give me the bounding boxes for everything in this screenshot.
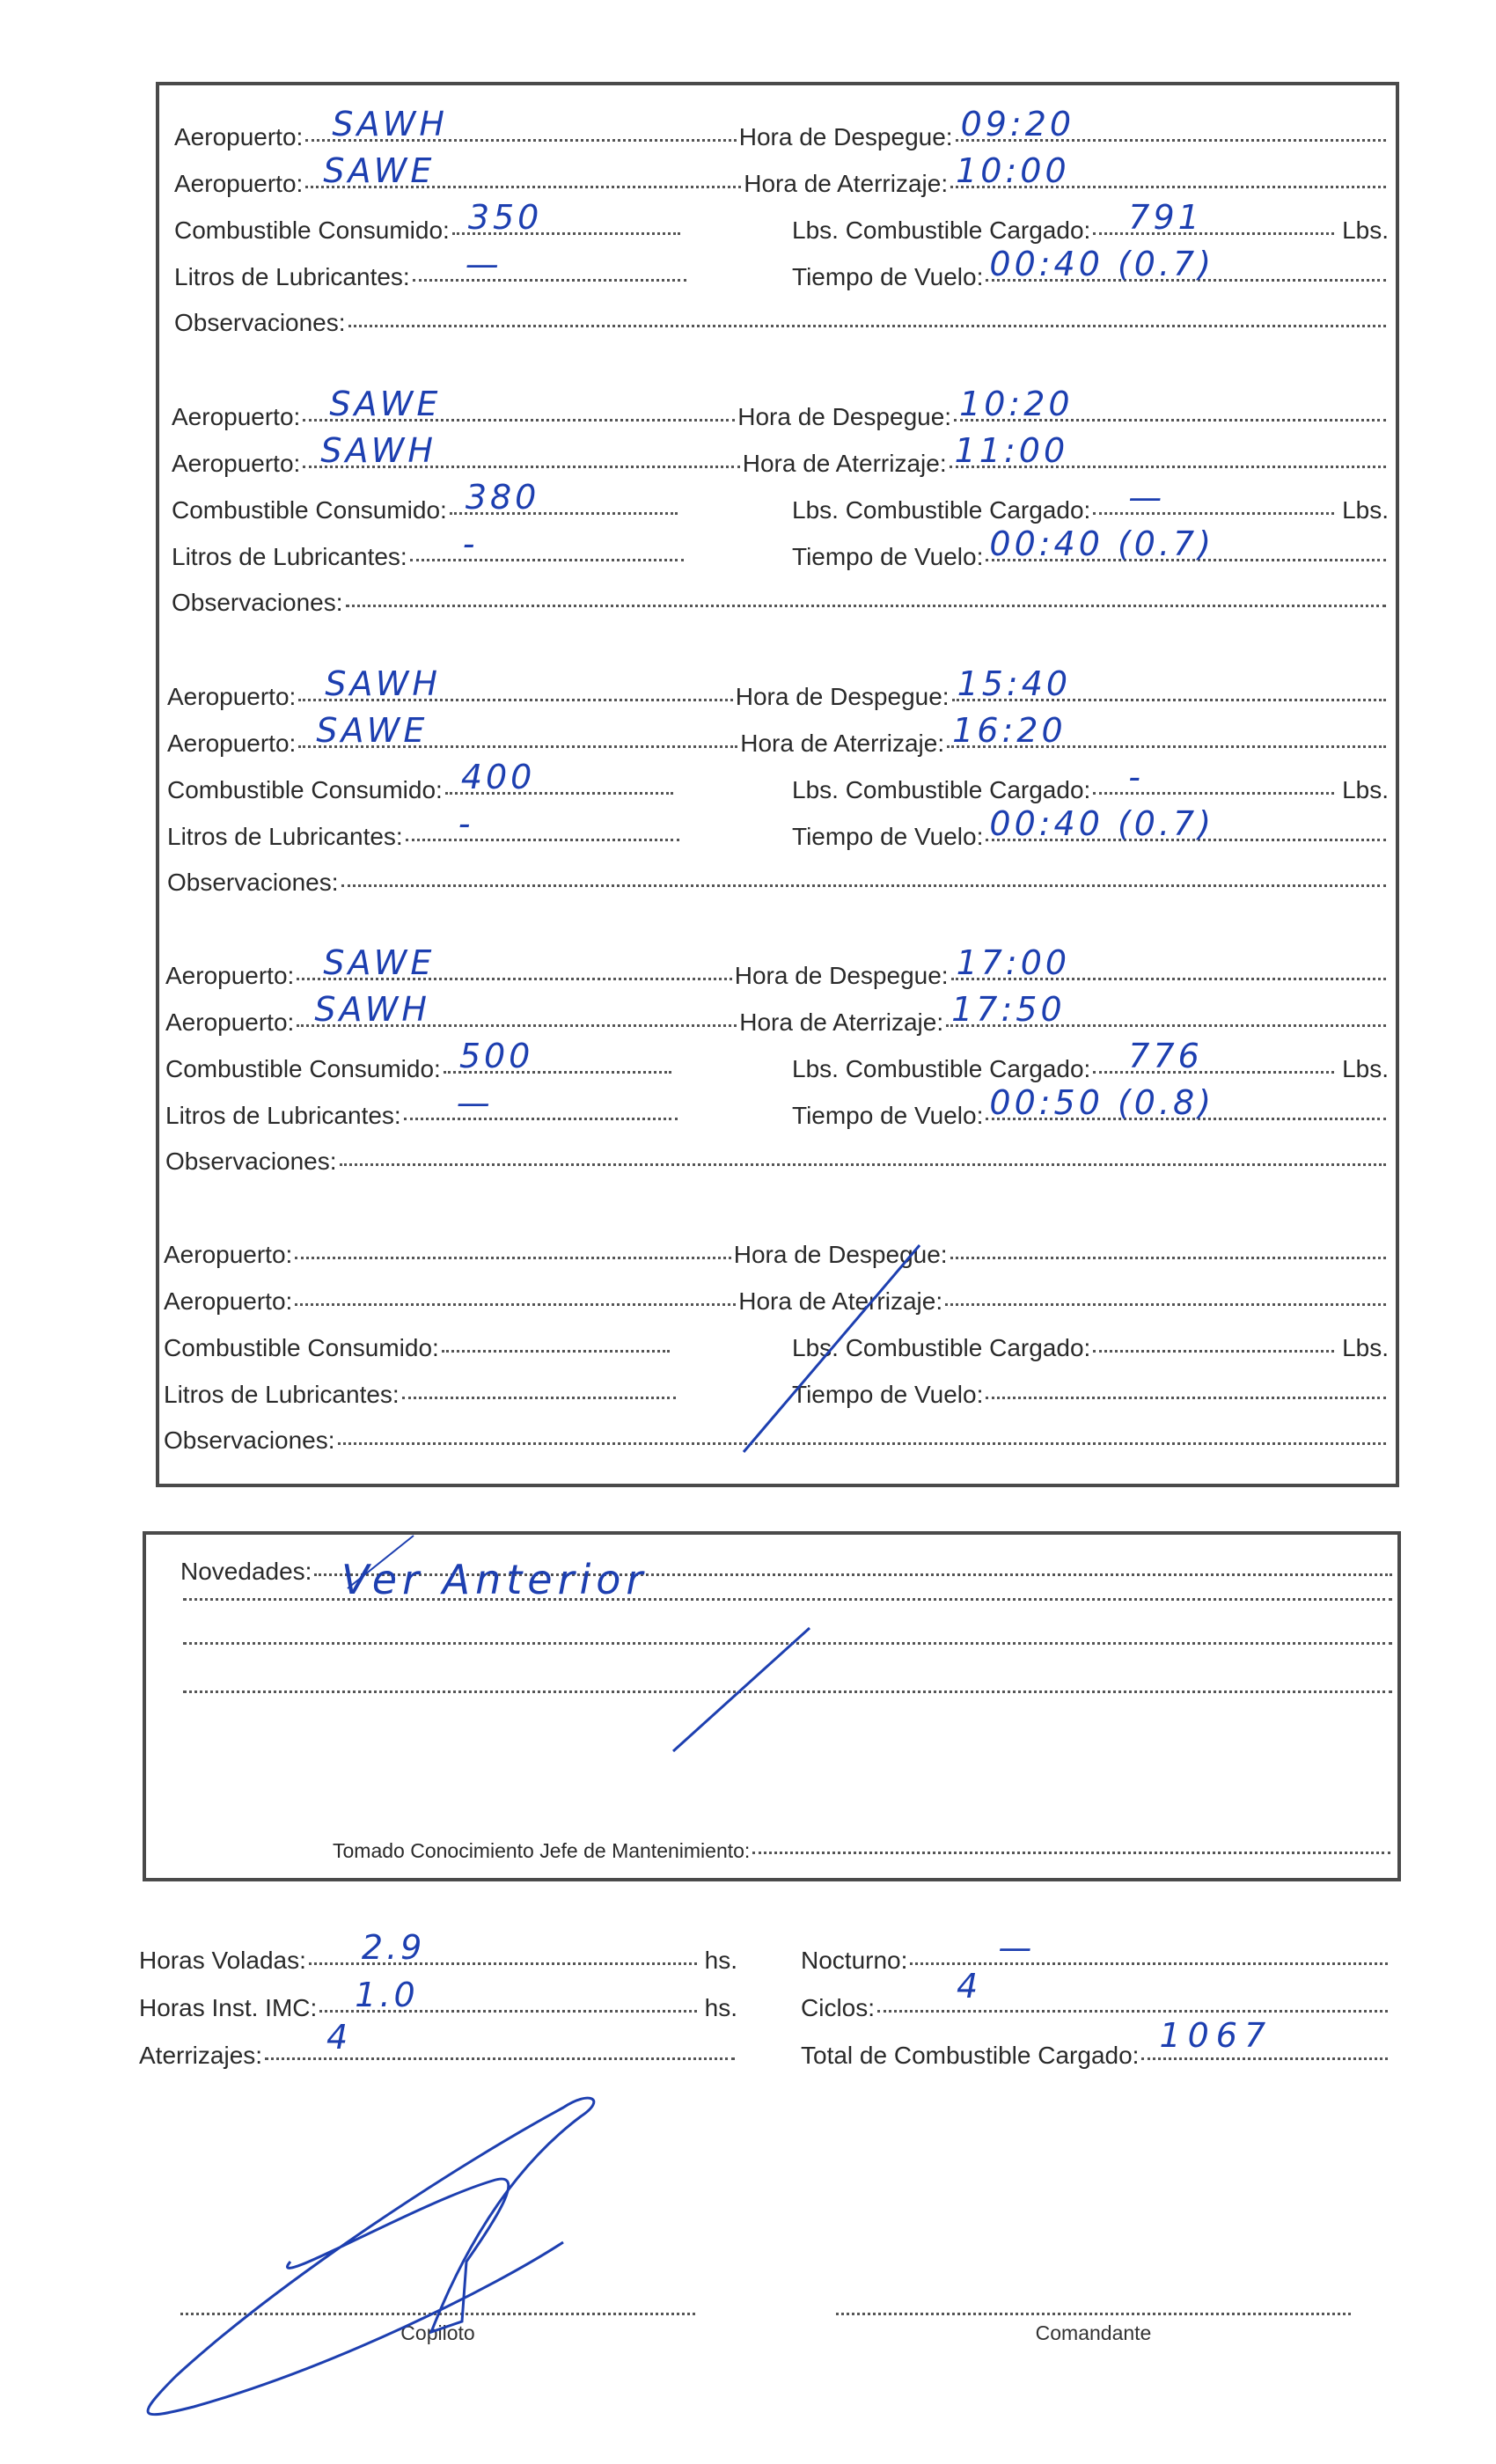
flight-4-flight-time-field[interactable] xyxy=(986,1083,1386,1122)
flight-2-airport2-row xyxy=(172,431,1389,478)
total-fuel-label: Total de Combustible Cargado: xyxy=(801,2042,1140,2069)
flight-5-lubricants-label: Litros de Lubricantes: xyxy=(164,1381,400,1408)
flight-4-fuel-loaded-field[interactable] xyxy=(1093,1037,1334,1075)
flight-3-fuel-loaded-value: - xyxy=(1128,758,1145,796)
flight-2-fuel-loaded-field[interactable] xyxy=(1093,478,1334,517)
copilot-signature-stroke xyxy=(148,2098,594,2415)
flight-3-takeoff-value: 15:40 xyxy=(957,664,1072,703)
night-value: — xyxy=(998,1928,1036,1967)
flight-1-takeoff-field[interactable] xyxy=(956,105,1386,143)
flight-4-fuel-loaded-value: 776 xyxy=(1128,1037,1203,1075)
flight-5-airport1-label: Aeropuerto: xyxy=(164,1241,293,1268)
flight-3-lubricants-field[interactable] xyxy=(406,804,679,843)
commander-signature-line[interactable] xyxy=(836,2313,1351,2315)
flight-4-fuel-consumed-value: 500 xyxy=(458,1037,534,1075)
flight-1-flight-time-row xyxy=(792,245,1389,291)
flight-1-fuel-loaded-unit: Lbs. xyxy=(1342,216,1389,244)
flight-5-landing-field[interactable] xyxy=(945,1303,1386,1306)
flight-2-fuel-loaded-label: Lbs. Combustible Cargado: xyxy=(792,496,1091,524)
night-label: Nocturno: xyxy=(801,1947,908,1974)
flight-3-fuel-loaded-unit: Lbs. xyxy=(1342,776,1389,803)
flight-5-observations-row xyxy=(164,1426,1389,1455)
flight-1-flight-time-field[interactable] xyxy=(986,245,1386,283)
cycles-value: 4 xyxy=(957,1967,982,2006)
flight-3-takeoff-field[interactable] xyxy=(952,664,1386,703)
commander-label: Comandante xyxy=(1035,2321,1152,2344)
hours-flown-label: Horas Voladas: xyxy=(139,1947,306,1974)
hours-flown-field[interactable] xyxy=(309,1928,697,1967)
flight-2-landing-label: Hora de Aterrizaje: xyxy=(742,450,947,477)
flight-4-lubricants-label: Litros de Lubricantes: xyxy=(165,1102,401,1129)
flight-2-observations-label: Observaciones: xyxy=(172,589,343,616)
flight-3-lubricants-label: Litros de Lubricantes: xyxy=(167,823,403,850)
flight-4-takeoff-label: Hora de Despegue: xyxy=(734,962,949,989)
total-fuel-value: 1067 xyxy=(1159,2016,1273,2055)
flight-5-lubricants-field[interactable] xyxy=(402,1397,676,1399)
flight-2-fuel-consumed-value: 380 xyxy=(465,478,540,517)
flight-4-lubricants-value: — xyxy=(456,1083,494,1122)
flight-4-takeoff-field[interactable] xyxy=(951,943,1386,982)
flight-1-fuel-loaded-label: Lbs. Combustible Cargado: xyxy=(792,216,1091,244)
flight-4-flight-time-label: Tiempo de Vuelo: xyxy=(792,1102,984,1129)
flight-3-observations-row xyxy=(167,869,1389,897)
flight-5-airport2-row xyxy=(164,1287,1389,1316)
flight-4-landing-value: 17:50 xyxy=(951,990,1066,1029)
flight-1-observations-row xyxy=(174,309,1389,337)
total-fuel-field[interactable] xyxy=(1141,2016,1388,2060)
flight-1-fuel-loaded-field[interactable] xyxy=(1093,198,1334,237)
cycles-row xyxy=(801,1967,1390,2022)
flight-4-lubricants-row xyxy=(165,1083,680,1130)
flight-2-fuel-consumed-label: Combustible Consumido: xyxy=(172,496,447,524)
flight-3-takeoff-label: Hora de Despegue: xyxy=(735,683,950,710)
flight-3-landing-field[interactable] xyxy=(947,711,1386,750)
novedades-line-4 xyxy=(180,1694,1395,1697)
hours-flown-unit: hs. xyxy=(704,1947,737,1974)
flight-3-lubricants-row xyxy=(167,804,682,851)
landings-row xyxy=(139,2018,737,2070)
night-field[interactable] xyxy=(910,1928,1388,1967)
flight-5-takeoff-label: Hora de Despegue: xyxy=(733,1241,948,1268)
flight-5-airport2-label: Aeropuerto: xyxy=(164,1287,293,1315)
maintenance-ack-field[interactable] xyxy=(752,1852,1390,1854)
flight-2-takeoff-label: Hora de Despegue: xyxy=(737,403,952,430)
flight-2-lubricants-row xyxy=(172,524,686,571)
flight-3-observations-field[interactable] xyxy=(341,884,1386,887)
flight-2-takeoff-field[interactable] xyxy=(954,385,1386,423)
copilot-label: Copiloto xyxy=(400,2321,475,2344)
flight-2-fuel-loaded-value: — xyxy=(1128,478,1166,517)
flight-2-flight-time-label: Tiempo de Vuelo: xyxy=(792,543,984,570)
flight-2-fuel-consumed-row xyxy=(172,478,680,524)
flight-3-observations-label: Observaciones: xyxy=(167,869,339,896)
flight-2-airport2-field[interactable] xyxy=(303,431,739,470)
flight-3-airport1-row xyxy=(167,664,1389,711)
flight-5-flight-time-row xyxy=(792,1381,1389,1409)
flight-5-takeoff-field[interactable] xyxy=(950,1257,1386,1259)
flight-2-lubricants-value: - xyxy=(462,524,479,563)
flight-5-fuel-consumed-field[interactable] xyxy=(442,1350,670,1353)
flight-1-lubricants-field[interactable] xyxy=(413,245,686,283)
flight-2-airport1-label: Aeropuerto: xyxy=(172,403,301,430)
imc-row xyxy=(139,1976,737,2022)
flight-3-flight-time-value: 00:40 (0.7) xyxy=(989,804,1215,843)
flight-1-flight-time-value: 00:40 (0.7) xyxy=(989,245,1215,283)
flight-1-lubricants-value: — xyxy=(465,245,502,283)
flight-3-flight-time-label: Tiempo de Vuelo: xyxy=(792,823,984,850)
flight-2-airport1-value: SAWE xyxy=(329,385,442,423)
copilot-signature-line[interactable] xyxy=(180,2313,695,2315)
flight-4-airport1-label: Aeropuerto: xyxy=(165,962,295,989)
flight-5-fuel-loaded-field[interactable] xyxy=(1093,1350,1334,1353)
flight-5-airport1-field[interactable] xyxy=(295,1257,730,1259)
flight-2-flight-time-row xyxy=(792,524,1389,571)
flight-1-fuel-loaded-value: 791 xyxy=(1128,198,1203,237)
imc-value: 1.0 xyxy=(355,1976,419,2014)
flight-4-fuel-consumed-row xyxy=(165,1037,674,1083)
flight-3-airport1-value: SAWH xyxy=(325,664,441,703)
flight-4-airport2-label: Aeropuerto: xyxy=(165,1008,295,1036)
flight-1-takeoff-label: Hora de Despegue: xyxy=(738,123,953,150)
flight-4-fuel-loaded-unit: Lbs. xyxy=(1342,1055,1389,1082)
novedades-field-4[interactable] xyxy=(183,1690,1392,1693)
flight-3-lubricants-value: - xyxy=(458,804,474,843)
flight-2-lubricants-field[interactable] xyxy=(410,524,684,563)
flight-1-fuel-consumed-row xyxy=(174,198,683,245)
flight-4-landing-label: Hora de Aterrizaje: xyxy=(739,1008,944,1036)
flight-5-lubricants-row xyxy=(164,1381,678,1409)
flight-1-lubricants-row xyxy=(174,245,689,291)
flight-4-flight-time-row xyxy=(792,1083,1389,1130)
imc-unit: hs. xyxy=(704,1994,737,2021)
landings-value: 4 xyxy=(326,2018,352,2057)
flight-1-fuel-loaded-row xyxy=(792,198,1389,245)
flight-1-airport1-label: Aeropuerto: xyxy=(174,123,304,150)
flight-3-fuel-loaded-row xyxy=(792,758,1389,804)
flight-4-airport2-value: SAWH xyxy=(314,990,430,1029)
flight-3-airport2-label: Aeropuerto: xyxy=(167,730,297,757)
flight-2-airport2-label: Aeropuerto: xyxy=(172,450,301,477)
flight-2-airport1-row xyxy=(172,385,1389,431)
flight-4-airport1-value: SAWE xyxy=(323,943,436,982)
flight-3-airport1-field[interactable] xyxy=(298,664,732,703)
flight-1-airport1-field[interactable] xyxy=(305,105,736,143)
landings-label: Aterrizajes: xyxy=(139,2042,263,2069)
flight-3-fuel-consumed-label: Combustible Consumido: xyxy=(167,776,443,803)
flight-3-landing-value: 16:20 xyxy=(952,711,1067,750)
flight-5-landing-label: Hora de Aterrizaje: xyxy=(738,1287,943,1315)
novedades-field-3[interactable] xyxy=(183,1642,1392,1645)
flight-1-fuel-consumed-label: Combustible Consumido: xyxy=(174,216,450,244)
cycles-field[interactable] xyxy=(877,1967,1388,2013)
flight-4-fuel-loaded-label: Lbs. Combustible Cargado: xyxy=(792,1055,1091,1082)
flight-4-airport2-field[interactable] xyxy=(297,990,737,1029)
flight-5-observations-label: Observaciones: xyxy=(164,1426,335,1454)
flight-1-airport2-label: Aeropuerto: xyxy=(174,170,304,197)
flight-2-observations-field[interactable] xyxy=(346,605,1386,607)
flight-4-flight-time-value: 00:50 (0.8) xyxy=(989,1083,1215,1122)
flight-5-fuel-loaded-row xyxy=(792,1334,1389,1362)
flight-4-observations-label: Observaciones: xyxy=(165,1148,337,1175)
flight-5-fuel-consumed-row xyxy=(164,1334,672,1362)
flight-4-landing-field[interactable] xyxy=(946,990,1386,1029)
flight-1-airport2-value: SAWE xyxy=(323,151,436,190)
flight-1-flight-time-label: Tiempo de Vuelo: xyxy=(792,263,984,290)
flight-4-airport1-row xyxy=(165,943,1389,990)
flight-2-observations-row xyxy=(172,589,1389,617)
flight-3-fuel-consumed-value: 400 xyxy=(460,758,536,796)
hours-flown-row xyxy=(139,1928,737,1975)
flight-5-airport1-row xyxy=(164,1241,1389,1269)
total-fuel-row xyxy=(801,2016,1390,2070)
flight-2-airport2-value: SAWH xyxy=(320,431,436,470)
flight-3-flight-time-field[interactable] xyxy=(986,804,1386,843)
flight-2-fuel-loaded-unit: Lbs. xyxy=(1342,496,1389,524)
flight-1-airport2-row xyxy=(174,151,1389,198)
flight-2-landing-field[interactable] xyxy=(950,431,1386,470)
flight-1-observations-field[interactable] xyxy=(348,325,1386,327)
flight-1-fuel-consumed-value: 350 xyxy=(467,198,543,237)
flight-1-observations-label: Observaciones: xyxy=(174,309,346,336)
flight-2-fuel-loaded-row xyxy=(792,478,1389,524)
flight-1-fuel-consumed-field[interactable] xyxy=(452,198,680,237)
flight-5-observations-field[interactable] xyxy=(338,1442,1386,1445)
novedades-label: Novedades: xyxy=(180,1558,312,1585)
flight-4-takeoff-value: 17:00 xyxy=(956,943,1071,982)
flight-2-flight-time-value: 00:40 (0.7) xyxy=(989,524,1215,563)
flight-1-landing-label: Hora de Aterrizaje: xyxy=(744,170,949,197)
flight-1-lubricants-label: Litros de Lubricantes: xyxy=(174,263,410,290)
flight-5-fuel-consumed-label: Combustible Consumido: xyxy=(164,1334,439,1361)
flight-2-lubricants-label: Litros de Lubricantes: xyxy=(172,543,407,570)
novedades-line-3 xyxy=(180,1646,1395,1648)
flight-3-landing-label: Hora de Aterrizaje: xyxy=(740,730,945,757)
hours-flown-value: 2.9 xyxy=(361,1928,426,1967)
flight-4-airport2-row xyxy=(165,990,1389,1037)
flight-1-landing-field[interactable] xyxy=(950,151,1386,190)
maintenance-ack-row xyxy=(333,1839,1393,1863)
flight-4-observations-row xyxy=(165,1148,1389,1176)
flight-3-flight-time-row xyxy=(792,804,1389,851)
flight-3-airport1-label: Aeropuerto: xyxy=(167,683,297,710)
night-row xyxy=(801,1928,1390,1975)
flight-2-flight-time-field[interactable] xyxy=(986,524,1386,563)
flight-5-fuel-loaded-unit: Lbs. xyxy=(1342,1334,1389,1361)
cycles-label: Ciclos: xyxy=(801,1994,876,2021)
flight-1-airport1-row xyxy=(174,105,1389,151)
flight-3-fuel-consumed-field[interactable] xyxy=(445,758,673,796)
flight-4-fuel-consumed-field[interactable] xyxy=(444,1037,671,1075)
flight-4-fuel-loaded-row xyxy=(792,1037,1389,1083)
flight-2-landing-value: 11:00 xyxy=(954,431,1069,470)
flight-1-landing-value: 10:00 xyxy=(956,151,1070,190)
flight-5-fuel-loaded-label: Lbs. Combustible Cargado: xyxy=(792,1334,1091,1361)
flight-5-airport2-field[interactable] xyxy=(295,1303,736,1306)
flight-1-takeoff-value: 09:20 xyxy=(960,105,1075,143)
flight-4-lubricants-field[interactable] xyxy=(404,1083,678,1122)
flight-2-airport1-field[interactable] xyxy=(303,385,735,423)
flight-3-fuel-loaded-label: Lbs. Combustible Cargado: xyxy=(792,776,1091,803)
flight-5-flight-time-label: Tiempo de Vuelo: xyxy=(792,1381,984,1408)
flight-3-airport2-field[interactable] xyxy=(298,711,737,750)
imc-label: Horas Inst. IMC: xyxy=(139,1994,318,2021)
landings-field[interactable] xyxy=(265,2018,735,2060)
flight-4-fuel-consumed-label: Combustible Consumido: xyxy=(165,1055,441,1082)
flight-3-fuel-loaded-field[interactable] xyxy=(1093,758,1334,796)
maintenance-ack-label: Tomado Conocimiento Jefe de Mantenimiento: xyxy=(333,1839,751,1862)
flight-2-fuel-consumed-field[interactable] xyxy=(450,478,678,517)
flight-5-flight-time-field[interactable] xyxy=(986,1397,1386,1399)
flight-1-airport1-value: SAWH xyxy=(332,105,448,143)
imc-field[interactable] xyxy=(319,1976,696,2014)
flight-1-airport2-field[interactable] xyxy=(305,151,741,190)
flight-2-takeoff-value: 10:20 xyxy=(959,385,1074,423)
flight-3-airport2-row xyxy=(167,711,1389,758)
flight-4-observations-field[interactable] xyxy=(340,1163,1386,1166)
flight-4-airport1-field[interactable] xyxy=(297,943,731,982)
flight-3-fuel-consumed-row xyxy=(167,758,676,804)
flight-3-airport2-value: SAWE xyxy=(316,711,429,750)
novedades-text: Ver Anterior xyxy=(341,1556,649,1603)
